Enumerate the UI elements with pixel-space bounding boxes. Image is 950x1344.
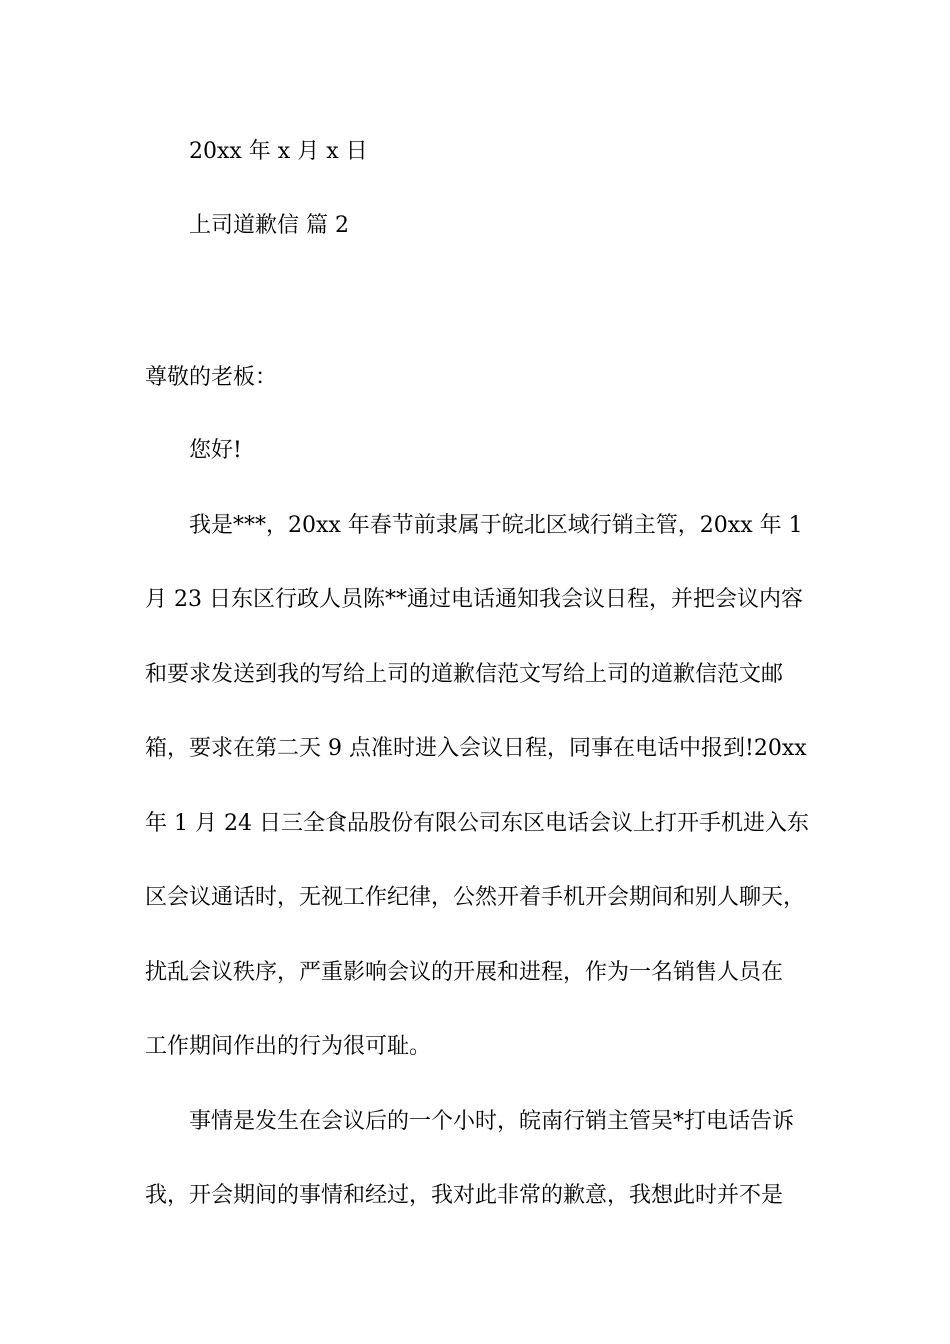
paragraph-line: 箱，要求在第二天 9 点准时进入会议日程，同事在电话中报到!20xx xyxy=(145,736,807,761)
letter-heading: 上司道歉信 篇 2 xyxy=(189,213,349,238)
date-line: 20xx 年 x 月 x 日 xyxy=(189,139,368,164)
greeting: 您好! xyxy=(189,438,242,463)
paragraph-line: 事情是发生在会议后的一个小时，皖南行销主管吴*打电话告诉 xyxy=(189,1109,795,1134)
paragraph-line: 我是***，20xx 年春节前隶属于皖北区域行销主管，20xx 年 1 xyxy=(189,513,803,538)
paragraph-line: 和要求发送到我的写给上司的道歉信范文写给上司的道歉信范文邮 xyxy=(145,662,784,687)
paragraph-line: 区会议通话时，无视工作纪律，公然开着手机开会期间和别人聊天， xyxy=(145,885,806,910)
paragraph-line: 我，开会期间的事情和经过，我对此非常的歉意，我想此时并不是 xyxy=(145,1183,784,1208)
salutation: 尊敬的老板： xyxy=(145,365,278,390)
paragraph-line: 工作期间作出的行为很可耻。 xyxy=(145,1034,432,1059)
paragraph-line: 扰乱会议秩序，严重影响会议的开展和进程，作为一名销售人员在 xyxy=(145,960,784,985)
paragraph-line: 月 23 日东区行政人员陈**通过电话通知我会议日程，并把会议内容 xyxy=(145,587,803,612)
paragraph-line: 年 1 月 24 日三全食品股份有限公司东区电话会议上打开手机进入东 xyxy=(145,811,809,836)
